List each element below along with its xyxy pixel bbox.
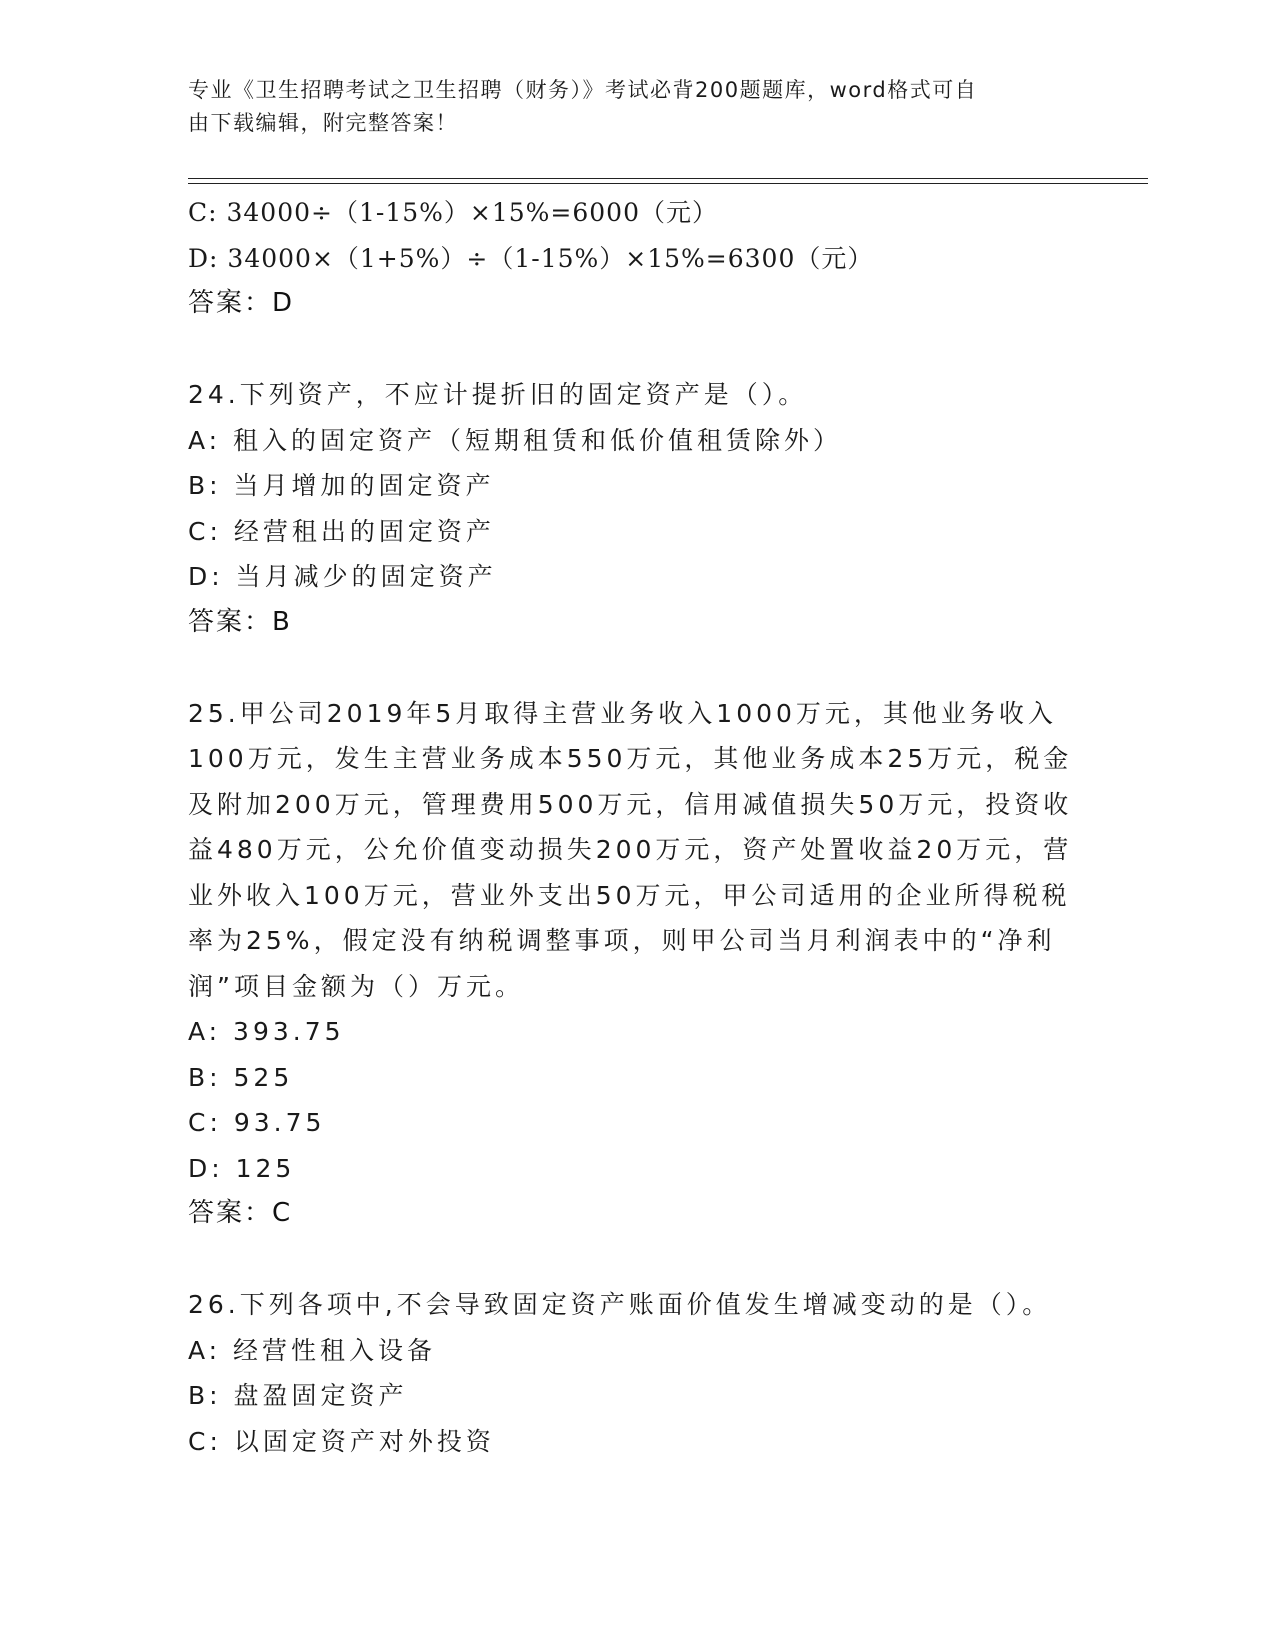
- q25-option-b: B: 525: [188, 1062, 294, 1092]
- question-content: [188, 190, 1088, 1464]
- q23-option-c: C: 34000÷（1-15%）×15%=6000（元）: [188, 198, 718, 227]
- spacer: [188, 645, 1088, 691]
- question-24: [188, 372, 1088, 645]
- question-25: [188, 691, 1088, 1237]
- q25-answer: 答案：C: [188, 1198, 293, 1228]
- q25-option-d: D: 125: [188, 1153, 296, 1183]
- q24-option-b: B: 当月增加的固定资产: [188, 471, 495, 500]
- q24-option-c: C: 经营租出的固定资产: [188, 516, 495, 546]
- spacer: [188, 1237, 1088, 1283]
- q25-question-line: 率为25%，假定没有纳税调整事项，则甲公司当月利润表中的“净利: [188, 926, 1056, 955]
- q25-question-line: 益480万元，公允价值变动损失200万元，资产处置收益20万元，营: [188, 835, 1073, 864]
- spacer: [188, 327, 1088, 373]
- q24-question: 24.下列资产，不应计提折旧的固定资产是（）。: [188, 380, 808, 409]
- q26-option-a: A: 经营性租入设备: [188, 1335, 437, 1365]
- header-divider-top: [188, 178, 1148, 179]
- q26-option-c: C: 以固定资产对外投资: [188, 1426, 495, 1456]
- q25-question-line: 业外收入100万元，营业外支出50万元，甲公司适用的企业所得税税: [188, 880, 1071, 910]
- q25-question-line: 25.甲公司2019年5月取得主营业务收入1000万元，其他业务收入: [188, 698, 1057, 728]
- document-header: [188, 74, 1068, 140]
- question-26: [188, 1282, 1088, 1464]
- q25-option-c: C: 93.75: [188, 1108, 326, 1137]
- header-line-1: 专业《卫生招聘考试之卫生招聘（财务）》考试必背200题题库，word格式可自: [188, 78, 978, 102]
- q24-option-a: A: 租入的固定资产（短期租赁和低价值租赁除外）: [188, 425, 843, 455]
- q24-option-d: D: 当月减少的固定资产: [188, 562, 497, 591]
- q25-question-line: 及附加200万元，管理费用500万元，信用减值损失50万元，投资收: [188, 789, 1073, 819]
- q26-option-b: B: 盘盈固定资产: [188, 1381, 408, 1410]
- q23-answer: 答案：D: [188, 288, 295, 318]
- q26-question: 26.下列各项中,不会导致固定资产账面价值发生增减变动的是（）。: [188, 1290, 1052, 1319]
- q25-option-a: A: 393.75: [188, 1017, 345, 1046]
- q25-question-line: 润”项目金额为（）万元。: [188, 971, 524, 1001]
- q23-option-d: D: 34000×（1+5%）÷（1-15%）×15%=6300（元）: [188, 243, 874, 273]
- header-divider-bottom: [188, 183, 1148, 184]
- q25-question-line: 100万元，发生主营业务成本550万元，其他业务成本25万元，税金: [188, 744, 1073, 773]
- q24-answer: 答案：B: [188, 606, 292, 637]
- question-23: [188, 190, 1088, 327]
- header-line-2: 由下载编辑，附完整答案！: [188, 111, 458, 135]
